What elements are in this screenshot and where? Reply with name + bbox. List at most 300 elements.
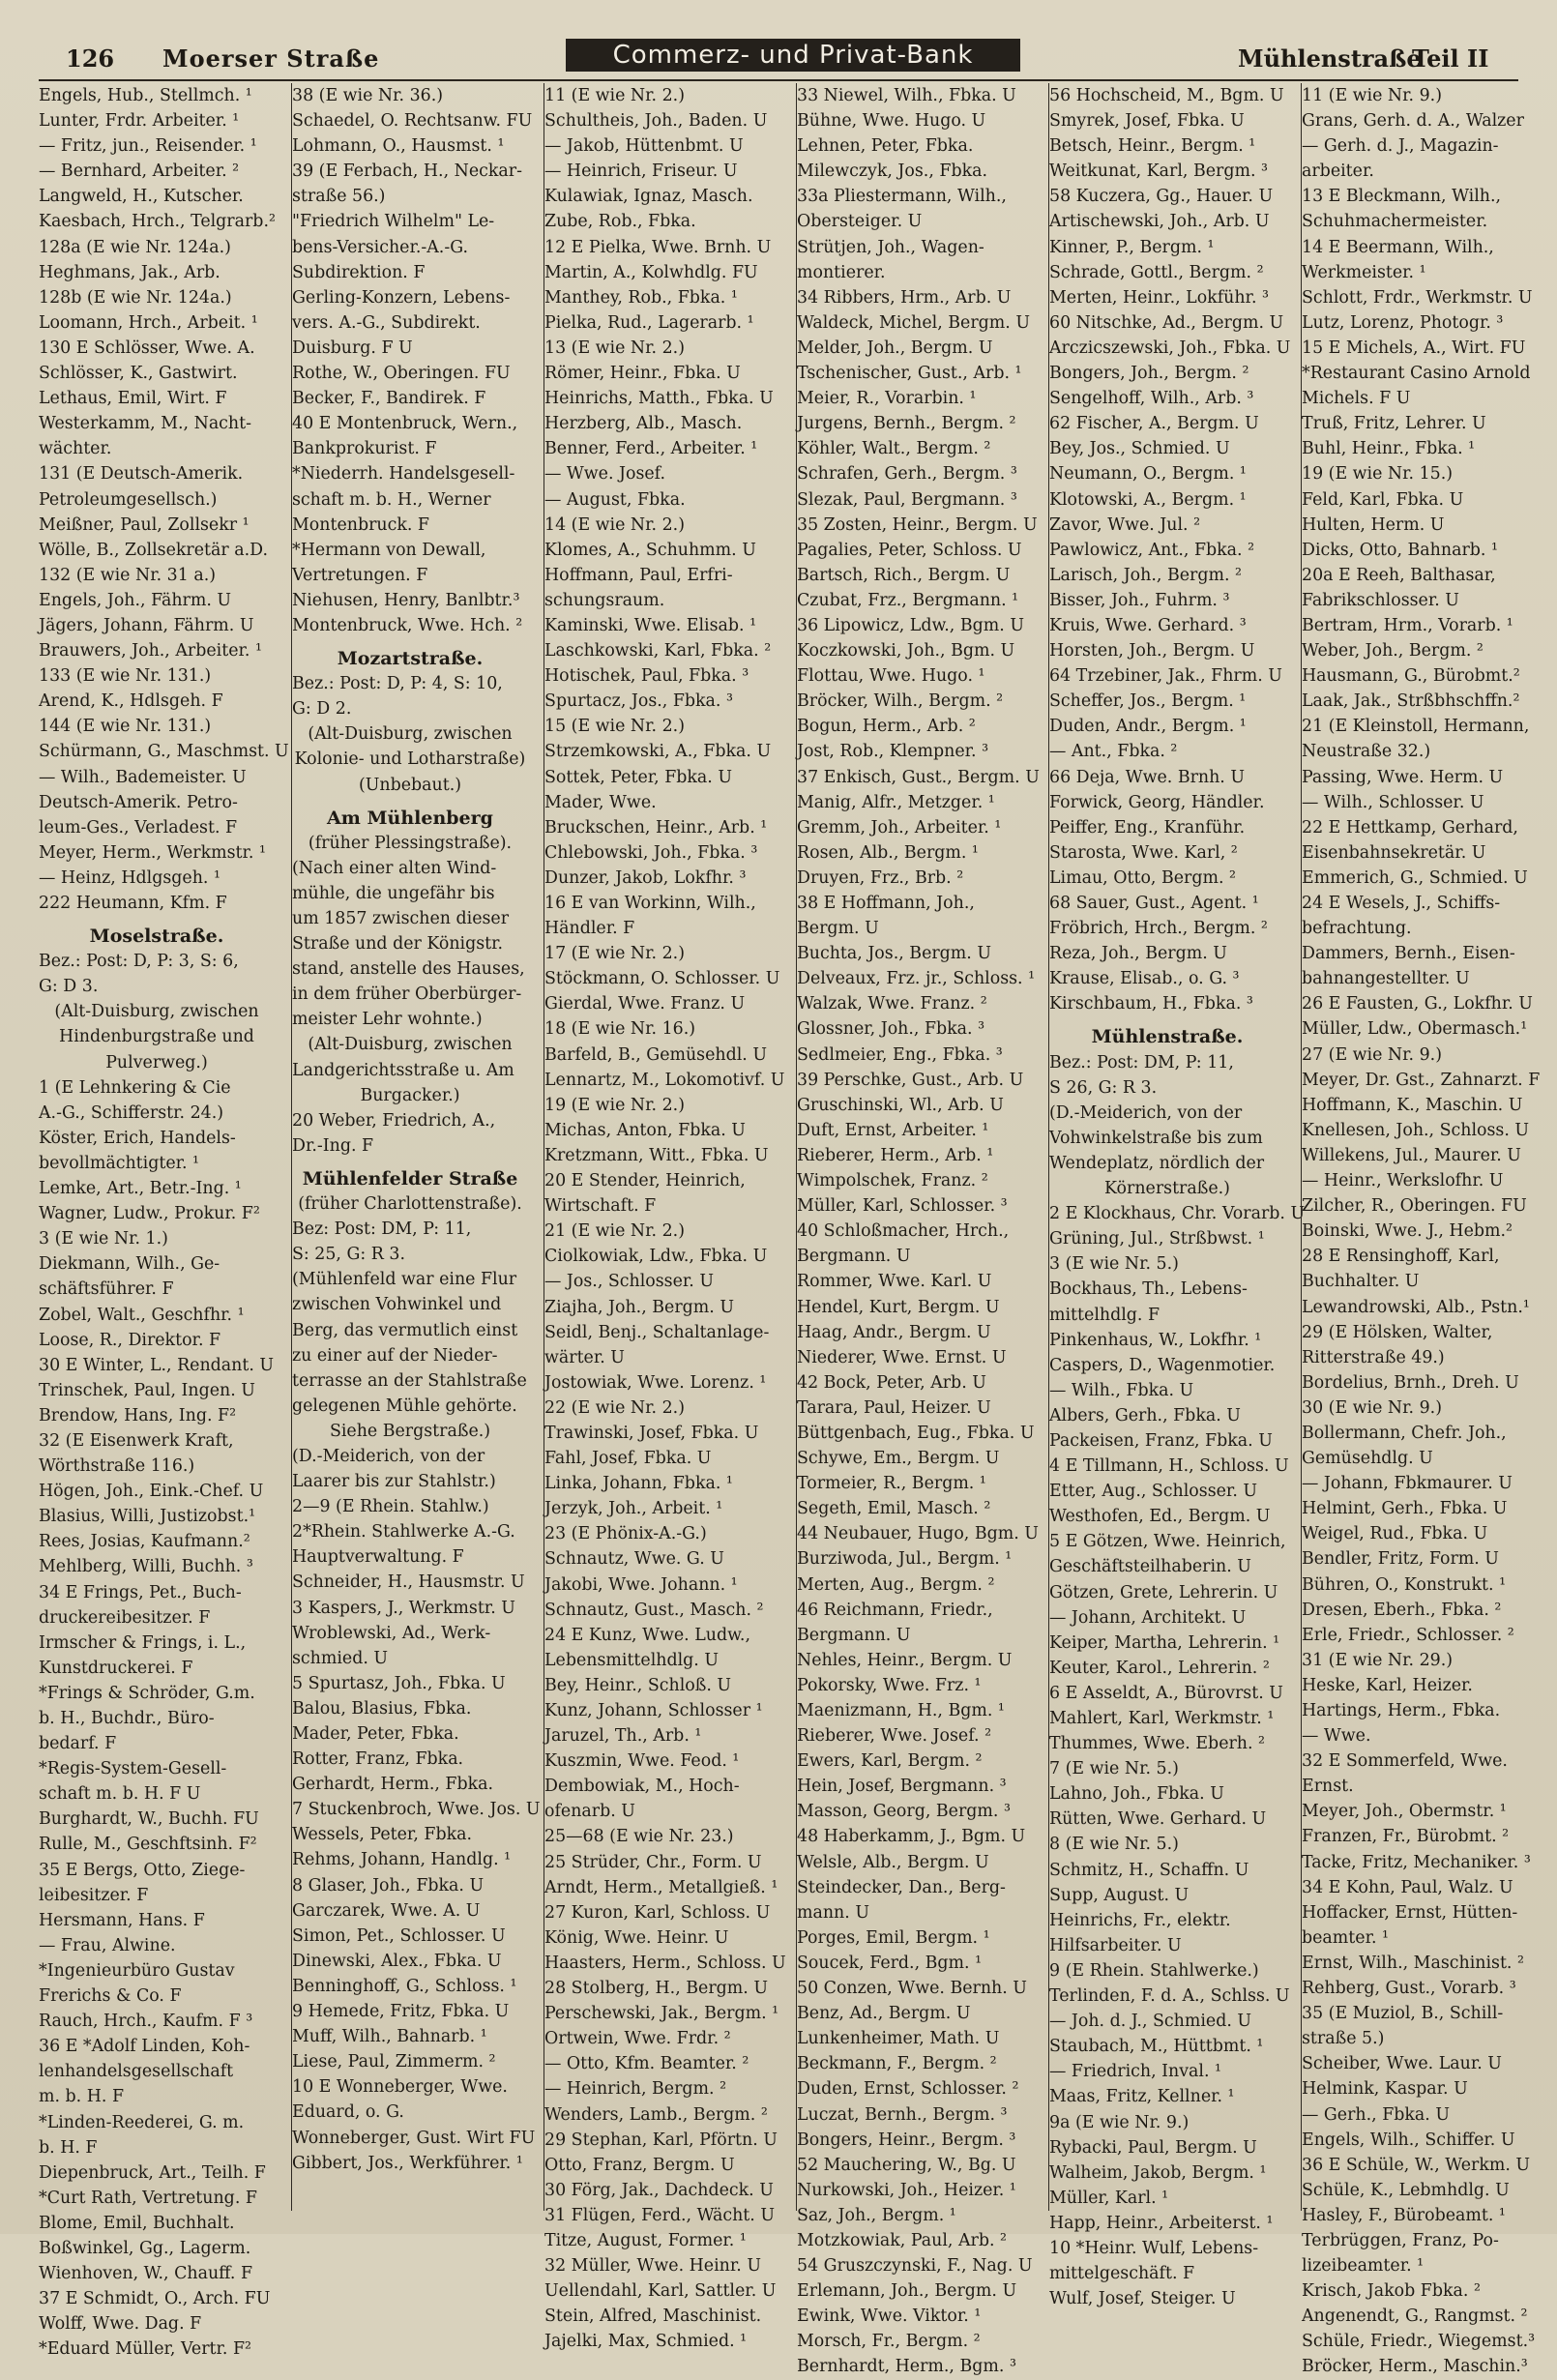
directory-line: Eduard, o. G. <box>292 2102 404 2123</box>
directory-line: Happ, Heinr., Arbeiterst. ¹ <box>1049 2213 1274 2233</box>
directory-line: Wulf, Josef, Steiger. U <box>1049 2289 1236 2309</box>
directory-line: Franzen, Fr., Bürobmt. ² <box>1302 1827 1510 1847</box>
directory-line: — Otto, Kfm. Beamter. ² <box>544 2054 749 2074</box>
directory-line: Albers, Gerh., Fbka. U <box>1049 1405 1241 1425</box>
directory-line: Stein, Alfred, Maschinist. <box>544 2307 762 2327</box>
directory-line: Keiper, Martha, Lehrerin. ¹ <box>1049 1632 1280 1653</box>
directory-line: Siehe Bergstraße.) <box>329 1421 491 1441</box>
directory-line: Barfeld, B., Gemüsehdl. U <box>544 1044 768 1065</box>
header-rule <box>39 79 1518 81</box>
directory-line: Trawinski, Josef, Fbka. U <box>544 1423 759 1443</box>
column-2 <box>291 83 541 2211</box>
directory-line: Strzemkowski, A., Fbka. U <box>544 742 772 762</box>
directory-line: 32 E Sommerfeld, Wwe. <box>1302 1751 1508 1772</box>
directory-line: 37 Enkisch, Gust., Bergm. U <box>797 767 1040 787</box>
directory-line: Trinschek, Paul, Ingen. U <box>39 1380 255 1400</box>
directory-line: Montenbruck. F <box>292 514 430 535</box>
directory-line: Bockhaus, Th., Lebens- <box>1049 1279 1248 1300</box>
directory-line: 50 Conzen, Wwe. Bernh. U <box>797 1979 1027 1999</box>
directory-line: Tschenischer, Gust., Arb. ¹ <box>797 364 1022 384</box>
directory-line: Deutsch-Amerik. Petro- <box>39 792 238 812</box>
directory-line: Koczkowski, Joh., Bgm. U <box>797 641 1015 661</box>
directory-line: 32 Müller, Wwe. Heinr. U <box>544 2256 761 2277</box>
directory-line: 132 (E wie Nr. 31 a.) <box>39 565 217 585</box>
directory-line: *Hermann von Dewall, <box>292 540 486 560</box>
directory-line: Scheiber, Wwe. Laur. U <box>1302 2054 1502 2074</box>
directory-line: — Fritz, jun., Reisender. ¹ <box>39 136 257 157</box>
directory-line: Steindecker, Dan., Berg- <box>797 1877 1006 1897</box>
directory-line: Bröcker, Herm., Maschin.³ <box>1302 2357 1528 2377</box>
directory-line: 28 E Rensinghoff, Karl, <box>1302 1247 1500 1267</box>
directory-line: 58 Kuczera, Gg., Hauer. U <box>1049 187 1274 207</box>
directory-line: schungsraum. <box>544 590 665 610</box>
directory-line: leibesitzer. F <box>39 1885 149 1905</box>
page-header <box>39 37 1528 79</box>
directory-line: Rehms, Johann, Handlg. ¹ <box>292 1850 512 1870</box>
directory-line: Loose, R., Direktor. F <box>39 1330 221 1350</box>
directory-line: Liese, Paul, Zimmerm. ² <box>292 2052 496 2072</box>
directory-line: Grüning, Jul., Strßbwst. ¹ <box>1049 1229 1265 1249</box>
directory-line: Erle, Friedr., Schlosser. ² <box>1302 1625 1514 1645</box>
directory-line: leum-Ges., Verladest. F <box>39 817 238 837</box>
directory-line: Luczat, Bernh., Bergm. ³ <box>797 2104 1008 2125</box>
directory-line: Pokorsky, Wwe. Frz. ¹ <box>797 1675 982 1695</box>
directory-line: Dammers, Bernh., Eisen- <box>1302 944 1515 964</box>
directory-line: Merten, Aug., Bergm. ² <box>797 1574 995 1595</box>
directory-line: Bendler, Fritz, Form. U <box>1302 1549 1499 1570</box>
directory-line: mühle, die ungefähr bis <box>292 883 495 903</box>
directory-line: Schaedel, O. Rechtsanw. FU <box>292 111 533 132</box>
directory-line: Bey, Jos., Schmied. U <box>1049 439 1230 459</box>
directory-line: Duden, Andr., Bergm. ¹ <box>1049 717 1247 737</box>
directory-line: Lunter, Frdr. Arbeiter. ¹ <box>39 111 240 132</box>
directory-line: Schuhmachermeister. <box>1302 212 1488 232</box>
directory-line: Wörthstraße 116.) <box>39 1456 195 1477</box>
directory-line: 1 (E Lehnkering & Cie <box>39 1077 231 1098</box>
directory-line: lenhandelsgesellschaft <box>39 2062 234 2082</box>
directory-line: Klotowski, A., Bergm. ¹ <box>1049 489 1247 510</box>
directory-line: 30 E Winter, L., Rendant. U <box>39 1355 275 1375</box>
directory-line: Schywe, Em., Bergm. U <box>797 1449 1000 1469</box>
directory-line: Passing, Wwe. Herm. U <box>1302 767 1504 787</box>
directory-line: Reza, Joh., Bergm. U <box>1049 944 1227 964</box>
directory-line: 68 Sauer, Gust., Agent. ¹ <box>1049 894 1259 913</box>
directory-line: Kulawiak, Ignaz, Masch. <box>544 187 753 207</box>
directory-line: 62 Fischer, A., Bergm. U <box>1049 414 1259 434</box>
directory-line: Delveaux, Frz. jr., Schloss. ¹ <box>797 969 1036 989</box>
directory-line: 27 Kuron, Karl, Schloss. U <box>544 1902 771 1923</box>
directory-line: zu einer auf der Nieder- <box>292 1345 498 1366</box>
directory-line: Meier, R., Vorarbin. ¹ <box>797 389 977 409</box>
directory-line: Manthey, Rob., Fbka. ¹ <box>544 287 738 308</box>
directory-line: Schrafen, Gerh., Bergm. ³ <box>797 464 1017 485</box>
directory-line: Wroblewski, Ad., Werk- <box>292 1623 491 1643</box>
directory-line: 29 Stephan, Karl, Pförtn. U <box>544 2130 778 2150</box>
directory-line: Rulle, M., Geschftsinh. F² <box>39 1835 257 1855</box>
directory-line: Melder, Joh., Bergm. U <box>797 338 993 358</box>
directory-line: Heghmans, Jak., Arb. <box>39 262 220 282</box>
directory-line: 39 (E Ferbach, H., Neckar- <box>292 162 522 182</box>
directory-line: 11 (E wie Nr. 2.) <box>544 86 685 105</box>
directory-line: 39 Perschke, Gust., Arb. U <box>797 1070 1024 1090</box>
directory-line: Michas, Anton, Fbka. U <box>544 1120 746 1140</box>
directory-line: bens-Versicher.-A.-G. <box>292 237 469 257</box>
directory-line: Heske, Karl, Heizer. <box>1302 1675 1473 1695</box>
directory-line: Buhl, Heinr., Fbka. ¹ <box>1302 439 1476 459</box>
directory-line: Westerkamm, M., Nacht- <box>39 414 251 434</box>
directory-line: Kunz, Johann, Schlosser ¹ <box>544 1701 763 1720</box>
directory-line: S: 25, G: R 3. <box>292 1245 405 1265</box>
directory-line: Garczarek, Wwe. A. U <box>292 1900 481 1921</box>
directory-line: Pagalies, Peter, Schloss. U <box>797 540 1022 560</box>
directory-line: Neustraße 32.) <box>1302 742 1431 762</box>
directory-line: Scheffer, Jos., Bergm. ¹ <box>1049 691 1247 712</box>
directory-line: bedarf. F <box>39 1734 117 1754</box>
directory-line: Bollermann, Chefr. Joh., <box>1302 1423 1507 1443</box>
directory-line: Bergmann. U <box>797 1625 911 1645</box>
directory-line: Bongers, Joh., Bergm. ² <box>1049 364 1249 384</box>
directory-line: Nurkowski, Joh., Heizer. ¹ <box>797 2180 1016 2200</box>
directory-line: Pielka, Rud., Lagerarb. ¹ <box>544 312 754 333</box>
directory-line: 8 (E wie Nr. 5.) <box>1049 1835 1179 1855</box>
directory-line: G: D 2. <box>292 699 352 720</box>
directory-line: Stöckmann, O. Schlosser. U <box>544 969 780 989</box>
directory-line: Rehberg, Gust., Vorarb. ³ <box>1302 1979 1516 1999</box>
entry-columns <box>39 83 1541 2377</box>
directory-line: Ziajha, Joh., Bergm. U <box>544 1297 734 1317</box>
directory-line: Hilfsarbeiter. U <box>1049 1935 1182 1955</box>
directory-line: Wienhoven, W., Chauff. F <box>39 2264 253 2284</box>
directory-line: meister Lehr wohnte.) <box>292 1010 483 1030</box>
directory-line: Martin, A., Kolwhdlg. FU <box>544 262 758 282</box>
directory-line: Rotter, Franz, Fbka. <box>292 1749 464 1770</box>
directory-line: Krause, Elisab., o. G. ³ <box>1049 969 1240 989</box>
directory-line: 15 (E wie Nr. 2.) <box>544 717 685 737</box>
directory-line: straße 5.) <box>1302 2029 1385 2049</box>
directory-line: Wessels, Peter, Fbka. <box>292 1825 473 1845</box>
directory-line: Jost, Rob., Klempner. ³ <box>797 742 989 762</box>
directory-line: Ciolkowiak, Ldw., Fbka. U <box>544 1247 768 1267</box>
directory-line: Kaminski, Wwe. Elisab. ¹ <box>544 615 757 635</box>
directory-line: 16 E van Workinn, Wilh., <box>544 894 756 913</box>
directory-line: 2*Rhein. Stahlwerke A.-G. <box>292 1522 515 1543</box>
directory-line: Kaesbach, Hrch., Telgrarb.² <box>39 212 276 232</box>
directory-line: Terlinden, F. d. A., Schlss. U <box>1049 1986 1290 2007</box>
directory-line: (früher Charlottenstraße). <box>298 1194 522 1215</box>
directory-line: S 26, G: R 3. <box>1049 1077 1158 1098</box>
directory-line: Bisser, Joh., Fuhrm. ³ <box>1049 590 1230 610</box>
directory-line: Bongers, Heinr., Bergm. ³ <box>797 2130 1016 2150</box>
directory-line: Hoffmann, Paul, Erfri- <box>544 565 733 585</box>
directory-line: Dinewski, Alex., Fbka. U <box>292 1951 502 1971</box>
directory-line: Caspers, D., Wagenmotier. <box>1049 1355 1276 1375</box>
directory-line: G: D 3. <box>39 977 99 997</box>
directory-line: 7 Stuckenbroch, Wwe. Jos. U <box>292 1800 541 1820</box>
directory-line: Druyen, Frz., Brb. ² <box>797 867 964 888</box>
directory-line: Kuszmin, Wwe. Feod. ¹ <box>544 1751 740 1772</box>
directory-line: 38 E Hoffmann, Joh., <box>797 894 975 913</box>
directory-line: Lohmann, O., Hausmst. ¹ <box>292 136 505 157</box>
directory-line: Schnautz, Gust., Masch. ² <box>544 1600 764 1620</box>
directory-line: Benz, Ad., Bergm. U <box>797 2004 971 2024</box>
directory-line: Hasley, F., Bürobeamt. ¹ <box>1302 2205 1506 2225</box>
directory-line: Pawlowicz, Ant., Fbka. ² <box>1049 540 1255 560</box>
directory-line: Mader, Wwe. <box>544 792 657 812</box>
column-6 <box>1301 83 1541 2377</box>
directory-line: Artischewski, Joh., Arb. U <box>1049 212 1270 232</box>
directory-line: Götzen, Grete, Lehrerin. U <box>1049 1582 1278 1602</box>
directory-line: 131 (E Deutsch-Amerik. <box>39 464 244 485</box>
directory-line: Haag, Andr., Bergm. U <box>797 1322 991 1342</box>
directory-line: 21 (E wie Nr. 2.) <box>544 1221 685 1242</box>
directory-line: Wirtschaft. F <box>544 1196 657 1217</box>
directory-line: straße 56.) <box>292 187 386 207</box>
directory-line: Montenbruck, Wwe. Hch. ² <box>292 615 523 635</box>
directory-line: Römer, Heinr., Fbka. U <box>544 364 741 384</box>
directory-line: Packeisen, Franz, Fbka. U <box>1049 1430 1273 1451</box>
directory-line: Gremm, Joh., Arbeiter. ¹ <box>797 817 1002 837</box>
directory-line: Perschewski, Jak., Bergm. ¹ <box>544 2004 779 2024</box>
directory-line: Tacke, Fritz, Mechaniker. ³ <box>1302 1852 1531 1872</box>
directory-line: (Alt-Duisburg, zwischen <box>308 1035 513 1055</box>
directory-line: Pinkenhaus, W., Lokfhr. ¹ <box>1049 1330 1262 1350</box>
directory-line: Thummes, Wwe. Eberh. ² <box>1049 1734 1266 1754</box>
directory-line: Becker, F., Bandirek. F <box>292 389 486 409</box>
directory-line: Hindenburgstraße und <box>59 1027 254 1047</box>
directory-line: Erlemann, Joh., Bergm. U <box>797 2281 1017 2302</box>
directory-line: 20a E Reeh, Balthasar, <box>1302 565 1496 585</box>
directory-line: — Heinr., Werkslofhr. U <box>1302 1171 1504 1191</box>
directory-line: 32 (E Eisenwerk Kraft, <box>39 1430 234 1451</box>
directory-line: *Niederrh. Handelsgesell- <box>292 464 515 485</box>
directory-line: Subdirektion. F <box>292 262 426 282</box>
directory-line: Zavor, Wwe. Jul. ² <box>1049 514 1201 535</box>
directory-line: Blome, Emil, Buchhalt. <box>39 2213 235 2233</box>
directory-line: 4 E Tillmann, H., Schloss. U <box>1049 1456 1289 1477</box>
directory-line: Burgacker.) <box>360 1085 460 1105</box>
directory-line: Titze, August, Former. ¹ <box>544 2230 747 2250</box>
advertising-banner: Commerz- und Privat-Bank <box>566 39 1020 72</box>
directory-line: ofenarb. U <box>544 1802 635 1822</box>
directory-line: Staubach, M., Hüttbmt. ¹ <box>1049 2037 1264 2057</box>
column-1 <box>39 83 289 2360</box>
directory-line: — Wilh., Schlosser. U <box>1302 792 1484 812</box>
directory-line: schmied. U <box>292 1648 389 1668</box>
directory-line: Mader, Peter, Fbka. <box>292 1724 459 1744</box>
directory-line: Limau, Otto, Bergm. ² <box>1049 867 1237 888</box>
directory-line: druckereibesitzer. F <box>39 1607 211 1628</box>
directory-line: Lethaus, Emil, Wirt. F <box>39 389 227 409</box>
directory-line: lizeibeamter. ¹ <box>1302 2256 1425 2277</box>
directory-line: Kretzmann, Witt., Fbka. U <box>544 1145 769 1165</box>
directory-line: — Bernhard, Arbeiter. ² <box>39 162 240 182</box>
directory-line: Wagner, Ludw., Prokur. F² <box>39 1204 260 1224</box>
directory-line: Bühne, Wwe. Hugo. U <box>797 111 986 132</box>
directory-line: Mehlberg, Willi, Buchh. ³ <box>39 1557 253 1577</box>
directory-line: — Wilh., Bademeister. U <box>39 767 247 787</box>
directory-line: Jostowiak, Wwe. Lorenz. ¹ <box>544 1372 767 1393</box>
directory-line: Seidl, Benj., Schaltanlage- <box>544 1322 770 1342</box>
directory-line: Schrade, Gottl., Bergm. ² <box>1049 262 1264 282</box>
directory-line: Obersteiger. U <box>797 212 923 232</box>
directory-line: Ewink, Wwe. Viktor. ¹ <box>797 2307 982 2327</box>
directory-line: Weitkunat, Karl, Bergm. ³ <box>1049 162 1268 182</box>
directory-line: wächter. <box>39 439 112 459</box>
directory-line: *Curt Rath, Vertretung. F <box>39 2188 257 2208</box>
directory-line: Werkmeister. ¹ <box>1302 262 1426 282</box>
directory-line: mittelgeschäft. F <box>1049 2264 1195 2284</box>
directory-line: mann. U <box>797 1902 869 1923</box>
directory-line: Uellendahl, Karl, Sattler. U <box>544 2281 777 2302</box>
directory-line: — Johann, Fbkmaurer. U <box>1302 1474 1513 1494</box>
directory-line: Bez.: Post: D, P: 4, S: 10, <box>292 674 503 694</box>
directory-line: 19 (E wie Nr. 15.) <box>1302 464 1454 485</box>
directory-line: Rauch, Hrch., Kaufm. F ³ <box>39 2012 253 2032</box>
directory-line: 8 Glaser, Joh., Fbka. U <box>292 1875 485 1895</box>
directory-line: Bartsch, Rich., Bergm. U <box>797 565 1011 585</box>
directory-line: Hersmann, Hans. F <box>39 1910 205 1930</box>
directory-line: Kirschbaum, H., Fbka. ³ <box>1049 994 1253 1014</box>
directory-line: Schneider, H., Hausmstr. U <box>292 1572 525 1593</box>
directory-line: Buchta, Jos., Bergm. U <box>797 944 992 964</box>
directory-line: — Ant., Fbka. ² <box>1049 742 1178 762</box>
directory-line: Engels, Joh., Fährm. U <box>39 590 232 610</box>
directory-line: Bernhardt, Herm., Bgm. ³ <box>797 2357 1016 2377</box>
directory-line: 36 E Schüle, W., Werkm. U <box>1302 2155 1531 2175</box>
directory-line: 25—68 (E wie Nr. 23.) <box>544 1827 734 1847</box>
directory-line: 14 E Beermann, Wilh., <box>1302 237 1494 257</box>
directory-line: Horsten, Joh., Bergm. U <box>1049 641 1255 661</box>
directory-line: 128b (E wie Nr. 124a.) <box>39 287 232 308</box>
directory-line: Wonneberger, Gust. Wirt FU <box>292 2128 536 2148</box>
directory-line: mittelhdlg. F <box>1049 1305 1160 1325</box>
directory-line: 24 E Kunz, Wwe. Ludw., <box>544 1625 750 1645</box>
directory-line: Balou, Blasius, Fbka. <box>292 1698 472 1719</box>
directory-line: — Johann, Architekt. U <box>1049 1607 1247 1628</box>
directory-line: Duisburg. F U <box>292 338 413 358</box>
directory-line: *Linden-Reederei, G. m. <box>39 2112 245 2132</box>
directory-line: Walheim, Jakob, Bergm. ¹ <box>1049 2162 1267 2183</box>
directory-line: Hausmann, G., Bürobmt.² <box>1302 666 1520 687</box>
directory-line: 22 (E wie Nr. 2.) <box>544 1397 685 1418</box>
directory-line: 34 E Frings, Pet., Buch- <box>39 1582 242 1602</box>
right-running-title: Mühlenstraße <box>1238 44 1422 73</box>
directory-line: — Friedrich, Inval. ¹ <box>1049 2062 1222 2082</box>
directory-line: Rosen, Alb., Bergm. ¹ <box>797 842 979 863</box>
directory-line: Rieberer, Herm., Arb. ¹ <box>797 1145 994 1165</box>
column-5 <box>1048 83 1306 2309</box>
directory-line: Heinrichs, Matth., Fbka. U <box>544 389 774 409</box>
directory-line: Lutz, Lorenz, Photogr. ³ <box>1302 312 1504 333</box>
directory-line: Welsle, Alb., Bergm. U <box>797 1852 989 1872</box>
directory-line: Motzkowiak, Paul, Arb. ² <box>797 2230 1007 2250</box>
directory-line: Vertretungen. F <box>292 565 428 585</box>
directory-line: (Mühlenfeld war eine Flur <box>292 1270 517 1290</box>
directory-line: Lehnen, Peter, Fbka. <box>797 136 974 157</box>
directory-line: Walzak, Wwe. Franz. ² <box>797 994 987 1014</box>
directory-line: Büttgenbach, Eug., Fbka. U <box>797 1423 1035 1443</box>
directory-line: Burziwoda, Jul., Bergm. ¹ <box>797 1549 1013 1570</box>
directory-line: Diepenbruck, Art., Teilh. F <box>39 2162 266 2183</box>
directory-line: (Alt-Duisburg, zwischen <box>54 1002 259 1022</box>
directory-line: schaft m. b. H., Werner <box>292 489 491 510</box>
directory-line: Flottau, Wwe. Hugo. ¹ <box>797 666 985 687</box>
directory-line: Pulverweg.) <box>105 1052 208 1072</box>
directory-line: Hulten, Herm. U <box>1302 514 1445 535</box>
directory-line: Wölle, B., Zollsekretär a.D. <box>39 540 268 560</box>
directory-line: Diekmann, Wilh., Ge- <box>39 1254 220 1275</box>
directory-line: Beckmann, F., Bergm. ² <box>797 2054 997 2074</box>
directory-line: Klomes, A., Schuhmm. U <box>544 540 756 560</box>
directory-line: (Nach einer alten Wind- <box>292 858 497 878</box>
directory-line: Müller, Karl. ¹ <box>1049 2188 1169 2208</box>
directory-line: 36 Lipowicz, Ldw., Bgm. U <box>797 615 1024 635</box>
directory-line: Straße und der Königstr. <box>292 934 504 955</box>
directory-line: 133 (E wie Nr. 131.) <box>39 666 212 687</box>
directory-line: Fabrikschlosser. U <box>1302 590 1459 610</box>
directory-line: wärter. U <box>544 1347 625 1367</box>
directory-line: 2—9 (E Rhein. Stahlw.) <box>292 1497 489 1517</box>
directory-line: Helmink, Kaspar. U <box>1302 2079 1468 2100</box>
directory-line: Glossner, Joh., Fbka. ³ <box>797 1019 985 1040</box>
directory-line: Michels. F U <box>1302 389 1411 409</box>
directory-line: 222 Heumann, Kfm. F <box>39 894 227 913</box>
directory-line: Lemke, Art., Betr.-Ing. ¹ <box>39 1179 242 1199</box>
directory-line: Betsch, Heinr., Bergm. ¹ <box>1049 136 1256 157</box>
directory-line: 35 Zosten, Heinr., Bergm. U <box>797 514 1038 535</box>
street-heading: Moselstraße. <box>89 926 224 948</box>
directory-line: Smyrek, Josef, Fbka. U <box>1049 111 1245 132</box>
directory-line: Helmint, Gerh., Fbka. U <box>1302 1499 1508 1519</box>
directory-line: 6 E Asseldt, A., Bürovrst. U <box>1049 1683 1283 1703</box>
directory-line: Hauptverwaltung. F <box>292 1547 464 1568</box>
directory-line: (D.-Meiderich, von der <box>1049 1102 1243 1123</box>
directory-line: Sengelhoff, Wilh., Arb. ³ <box>1049 389 1254 409</box>
directory-line: 19 (E wie Nr. 2.) <box>544 1095 685 1115</box>
directory-line: Lewandrowski, Alb., Pstn.¹ <box>1302 1297 1530 1317</box>
part-label: Teil II <box>1412 44 1489 73</box>
directory-line: 36 E *Adolf Linden, Koh- <box>39 2037 250 2057</box>
directory-line: — Jos., Schlosser. U <box>544 1272 715 1292</box>
street-heading: Mühlenstraße. <box>1091 1026 1244 1048</box>
directory-line: Supp, August. U <box>1049 1885 1190 1905</box>
directory-line: König, Wwe. Heinr. U <box>544 1927 729 1948</box>
directory-line: Truß, Fritz, Lehrer. U <box>1302 414 1486 434</box>
directory-line: Ortwein, Wwe. Frdr. ² <box>544 2029 731 2049</box>
directory-line: Segeth, Emil, Masch. ² <box>797 1499 991 1519</box>
directory-line: Waldeck, Michel, Bergm. U <box>797 312 1030 333</box>
directory-line: 17 (E wie Nr. 2.) <box>544 944 685 964</box>
directory-line: Langweld, H., Kutscher. <box>39 187 244 207</box>
directory-line: b. H., Buchdr., Büro- <box>39 1709 215 1728</box>
directory-line: Blasius, Willi, Justizobst.¹ <box>39 1507 256 1527</box>
directory-line: Gibbert, Jos., Werkführer. ¹ <box>292 2153 523 2173</box>
directory-line: Lennartz, M., Lokomotivf. U <box>544 1070 785 1090</box>
directory-line: Sedlmeier, Eng., Fbka. ³ <box>797 1044 1003 1065</box>
directory-line: 13 (E wie Nr. 2.) <box>544 338 685 358</box>
directory-line: 31 Flügen, Ferd., Wächt. U <box>544 2205 775 2225</box>
directory-line: Masson, Georg, Bergm. ³ <box>797 1802 1011 1822</box>
directory-line: Chlebowski, Joh., Fbka. ³ <box>544 842 758 863</box>
directory-line: Meyer, Joh., Obermstr. ¹ <box>1302 1802 1507 1822</box>
directory-line: Jakobi, Wwe. Johann. ¹ <box>544 1574 738 1595</box>
directory-line: Terbrüggen, Franz, Po- <box>1302 2230 1499 2250</box>
directory-line: 26 E Fausten, G., Lokfhr. U <box>1302 994 1533 1014</box>
directory-line: Rütten, Wwe. Gerhard. U <box>1049 1809 1267 1830</box>
directory-line: Strütjen, Joh., Wagen- <box>797 237 984 257</box>
directory-line: — Gerh., Fbka. U <box>1302 2104 1451 2125</box>
directory-line: Larisch, Joh., Bergm. ² <box>1049 565 1242 585</box>
